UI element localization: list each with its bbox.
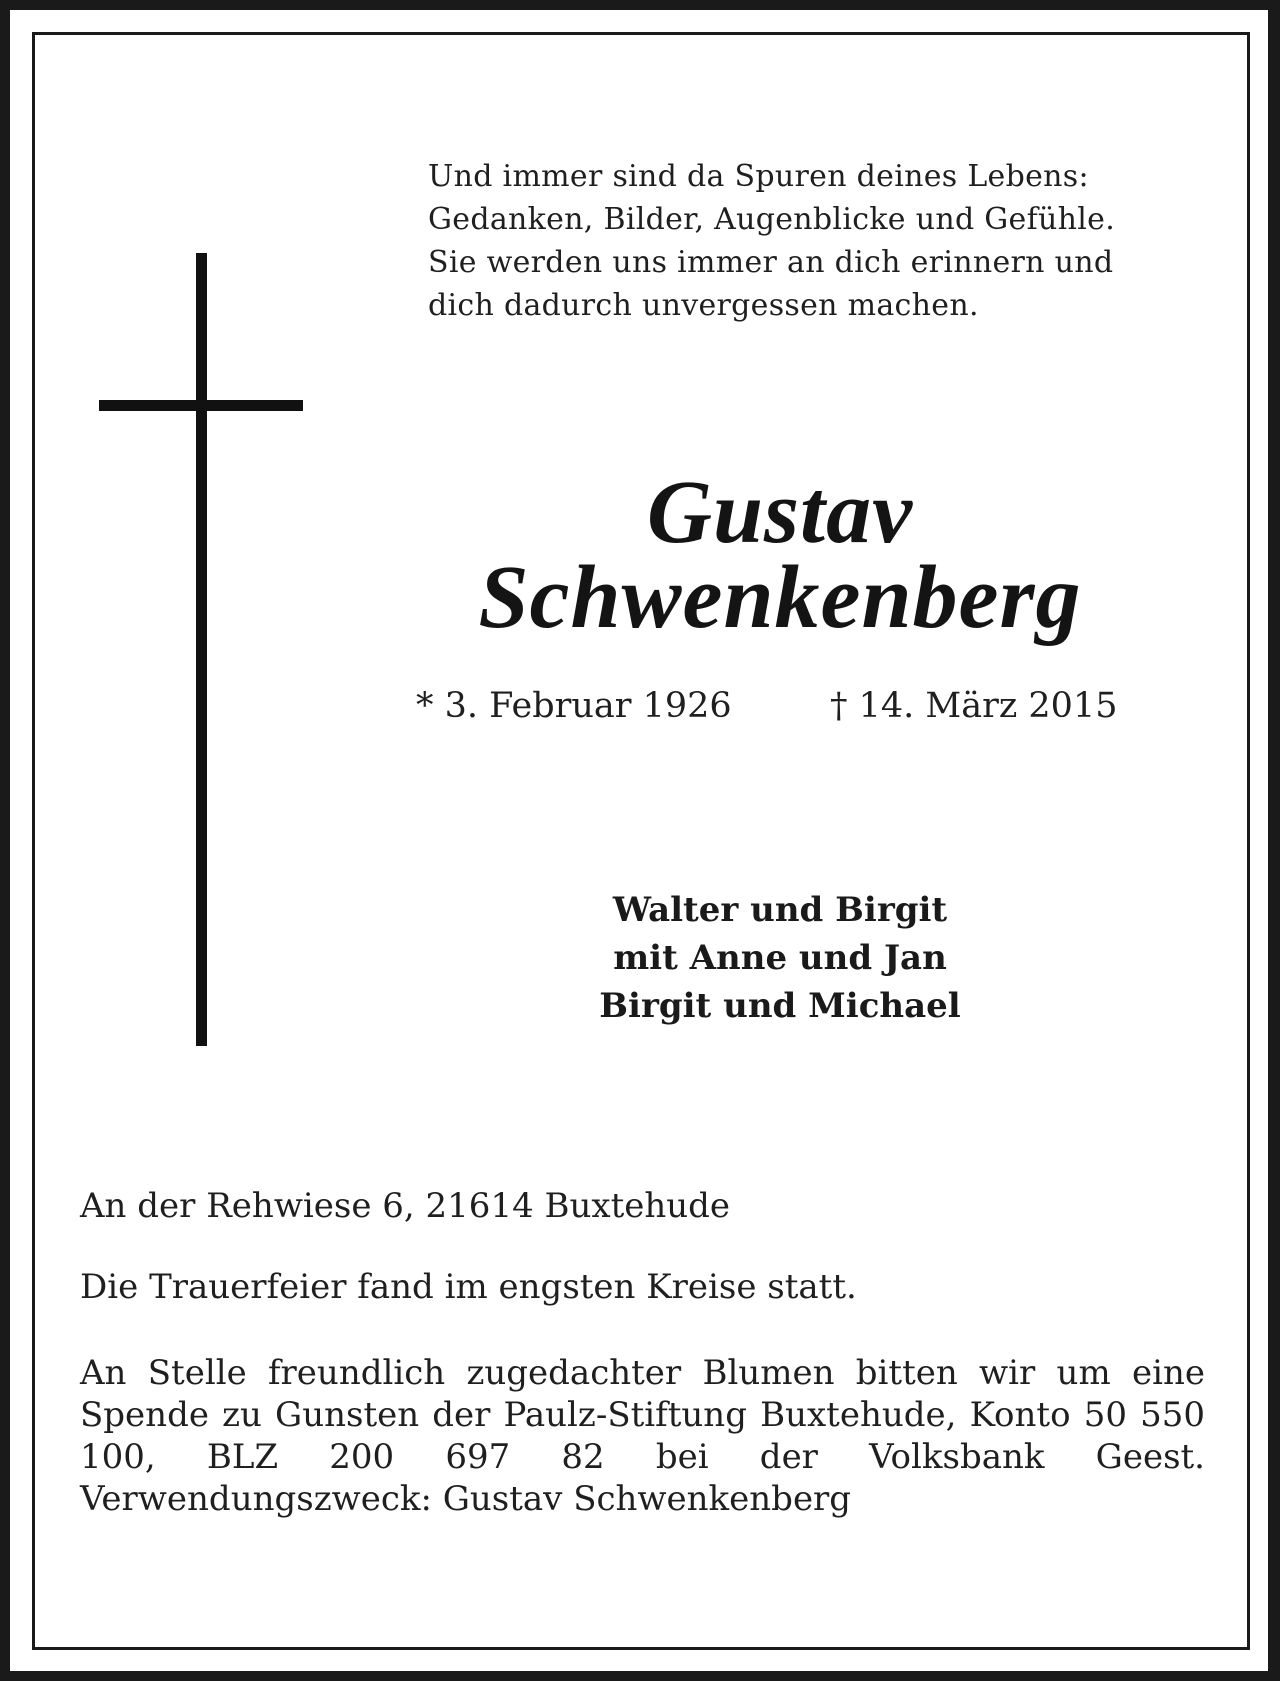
address: An der Rehwiese 6, 21614 Buxtehude: [80, 1186, 731, 1226]
memorial-poem: [428, 155, 1218, 327]
first-name: Gustav: [646, 463, 914, 562]
last-name: Schwenkenberg: [478, 548, 1082, 647]
cross-horizontal-bar: [99, 400, 303, 411]
family-line: Birgit und Michael: [599, 986, 961, 1026]
family-line: Walter und Birgit: [612, 890, 948, 930]
birth-date: * 3. Februar 1926: [416, 686, 732, 726]
family-names: [520, 886, 1040, 1030]
donation-note: An Stelle freundlich zugedachter Blumen bitten wir um eine Spende zu Gunsten der Paulz-Stiftung Buxtehude, Konto 50 550 100, BLZ 200 697 82 bei der Volksbank Geest. Verwendungszweck: Gustav Schwenkenberg: [80, 1353, 1205, 1519]
death-date: † 14. März 2015: [830, 686, 1118, 726]
poem-line: dich dadurch unvergessen machen.: [428, 288, 979, 323]
poem-line: Gedanken, Bilder, Augenblicke und Gefühle.: [428, 202, 1116, 237]
ceremony-note: Die Trauerfeier fand im engsten Kreise statt.: [80, 1267, 857, 1307]
cross-vertical-bar: [196, 253, 207, 1046]
deceased-name: [400, 463, 1160, 647]
family-line: mit Anne und Jan: [613, 938, 947, 978]
poem-line: Und immer sind da Spuren deines Lebens:: [428, 159, 1089, 194]
poem-line: Sie werden uns immer an dich erinnern und: [428, 245, 1114, 280]
